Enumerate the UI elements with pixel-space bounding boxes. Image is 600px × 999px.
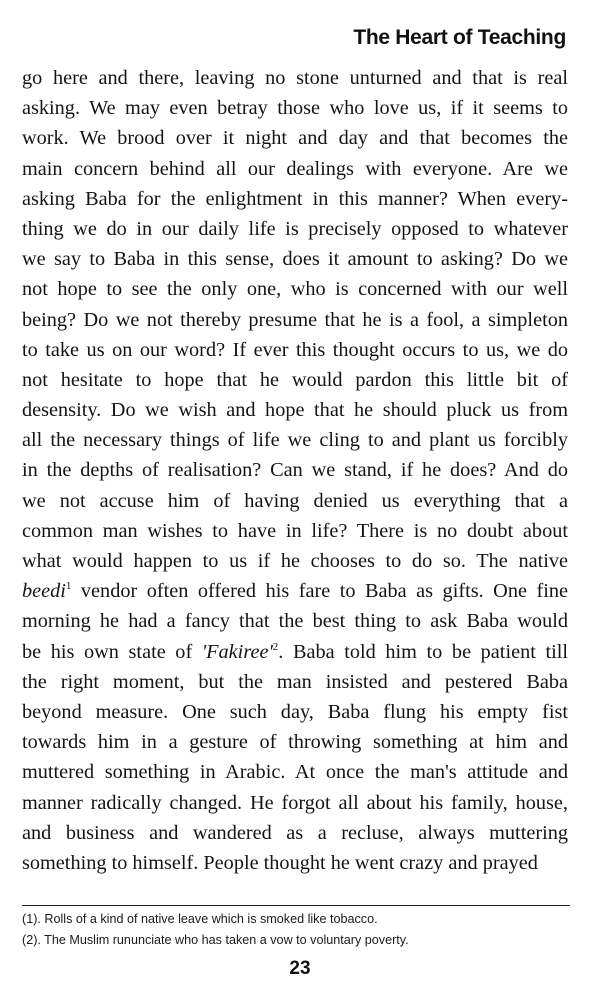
text-line: being? Do we not thereby presume that he is a fool, a simpleton <box>22 308 568 331</box>
text-line: we not accuse him of having denied us everything that a <box>22 489 568 512</box>
text-line <box>22 576 568 606</box>
body-text <box>22 63 568 878</box>
text-line: asking Baba for the enlightment in this manner? When every- <box>22 187 568 210</box>
text-line: asking. We may even betray those who love us, if it seems to <box>22 97 568 120</box>
text-line: morning he had a fancy that the best thing to ask Baba would <box>22 610 568 633</box>
text-line: work. We brood over it night and day and that becomes the <box>22 127 568 150</box>
page-number: 23 <box>289 958 311 979</box>
text-line: beyond measure. One such day, Baba flung his empty fist <box>22 700 568 723</box>
text-line: all the necessary things of life we cling to and plant us forcibly <box>22 429 568 452</box>
text-line: we say to Baba in this sense, does it amount to asking? Do we <box>22 248 568 271</box>
text-line <box>22 637 568 667</box>
text-fragment: be his own state of <box>22 640 202 663</box>
footnote-2: (2). The Muslim rununciate who has taken a vow to voluntary poverty. <box>22 933 409 947</box>
text-line: main concern behind all our dealings with everyone. Are we <box>22 157 568 180</box>
text-line: towards him in a gesture of throwing something at him and <box>22 731 568 754</box>
footnote-ref-1[interactable]: 1 <box>65 580 72 593</box>
text-line: in the depths of realisation? Can we stand, if he does? And do <box>22 459 568 482</box>
text-line: and business and wandered as a recluse, always muttering <box>22 821 568 844</box>
text-line: not hesitate to hope that he would pardon this little bit of <box>22 368 568 391</box>
text-line: thing we do in our daily life is precisely opposed to whatever <box>22 217 568 240</box>
running-header: The Heart of Teaching <box>353 26 566 49</box>
text-line: something to himself. People thought he went crazy and prayed <box>22 851 538 874</box>
italic-term-beedi: beedi <box>22 580 66 603</box>
text-line: the right moment, but the man insisted and pestered Baba <box>22 670 568 693</box>
footnote-ref-2[interactable]: 2 <box>272 640 279 653</box>
text-line: what would happen to us if he chooses to do so. The native <box>22 550 568 572</box>
text-line: not hope to see the only one, who is concerned with our well <box>22 278 568 301</box>
text-line: desensity. Do we wish and hope that he should pluck us from <box>22 399 568 422</box>
text-fragment: . Baba told him to be patient till <box>278 640 568 663</box>
text-line: manner radically changed. He forgot all about his family, house, <box>22 791 568 814</box>
text-fragment: vendor often offered his fare to Baba as gifts. One fine <box>71 580 568 603</box>
text-line: common man wishes to have in life? There is no doubt about <box>22 519 568 542</box>
text-line: go here and there, leaving no stone unturned and that is real <box>22 67 568 89</box>
text-line: muttered something in Arabic. At once the man's attitude and <box>22 761 568 784</box>
footnotes <box>22 909 570 951</box>
italic-term-fakiree: 'Fakiree' <box>201 640 273 663</box>
footnote-divider <box>22 905 570 906</box>
text-line: to take us on our word? If ever this thought occurs to us, we do <box>22 338 568 361</box>
footnote-1: (1). Rolls of a kind of native leave which is smoked like tobacco. <box>22 912 378 926</box>
